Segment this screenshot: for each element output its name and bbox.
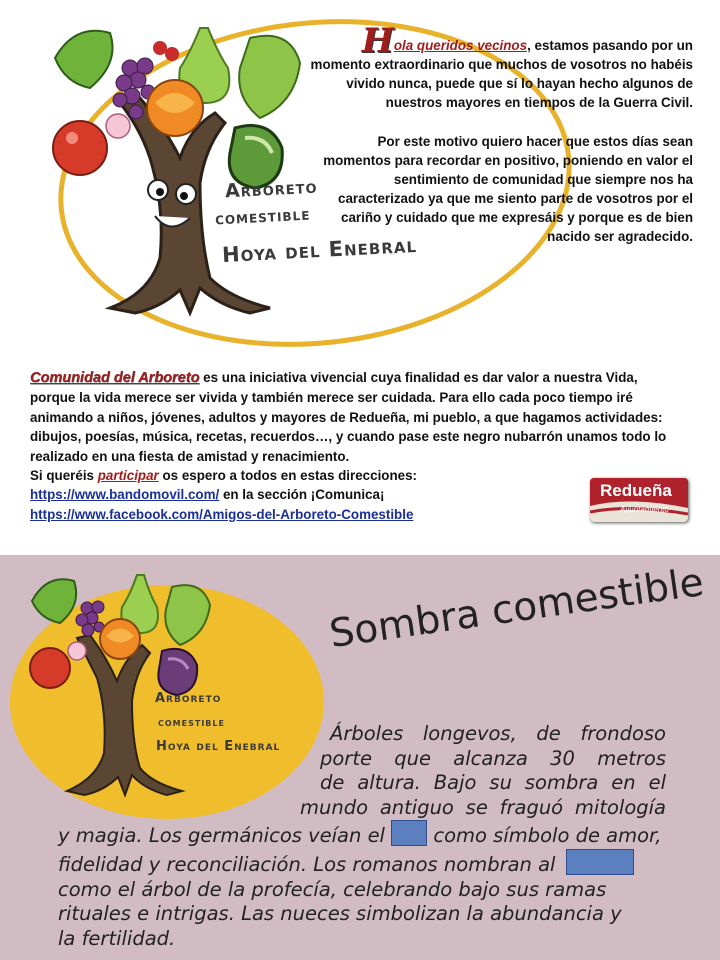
community-paragraph: Comunidad del Arboreto es una iniciativa vivencial cuya finalidad es dar valor a nuestra Vida, porque la vida merece ser vivida y también merece ser cuidada. Para ello cada poco tiempo iré animando a niños, jóvenes, adultos y mayores de Redueña, mi pueblo, a que hagamos actividades: dibujos, poesías, música, recetas, recuerdos…, y cuando pase este negro nubarrón unamos todo lo realizado en una fiesta de amistad y renacimiento. Si queréis participar os espero a todos en estas direcciones: https://www.bandomovil.com/ en la sección ¡Comunica¡ https://www.facebook.com/Amigos-del-Arboreto-Comestible bbox=[30, 370, 667, 522]
drop-cap: H bbox=[361, 21, 394, 61]
town-name: Redueña bbox=[600, 481, 672, 500]
card-title: Sombra comestible bbox=[326, 559, 707, 657]
hidden-word-box bbox=[391, 820, 427, 846]
participate-highlight: participar bbox=[97, 468, 159, 484]
card-logo-arboreto: Arboreto bbox=[155, 691, 222, 706]
greeting-text: Hola queridos vecinos, estamos pasando por un momento extraordinario que muchos de vosotros no habéis vivido nunca, puede que sí lo hayan hecho algunos de nuestros mayores en tiempos de la Guerra Civil. Por este motivo quiero hacer que estos días sean momentos para recordar en positivo, poniendo en valor el sentimiento de comunidad que siempre nos ha caracterizado ya que me siento parte de vosotros por el cariño y cuidado que me expresáis y porque es de bien nacido ser agradecido. bbox=[310, 21, 693, 244]
card-logo-hoya: Hoya del Enebral bbox=[156, 739, 281, 754]
hidden-word-box-2 bbox=[566, 849, 634, 875]
logo-line-comestible: comestible bbox=[214, 204, 311, 230]
greeting-lead: ola queridos vecinos bbox=[393, 38, 528, 53]
arboreto-tree-illustration bbox=[40, 8, 330, 328]
logo-line-hoya: Hoya del Enebral bbox=[221, 232, 418, 268]
facebook-link[interactable]: https://www.facebook.com/Amigos-del-Arboreto-Comestible bbox=[30, 506, 414, 522]
card-body-text: Árboles longevos, de frondoso porte que alcanza 30 metros de altura. Bajo su sombra en el mundo antiguo se fraguó mitología y magia. Los germánicos veían el como símbolo de amor, fidelidad y reconciliación. Los romanos nombran al como el árbol de la profecía, celebrando bajo sus ramas rituales e intrigas. Las nueces simbolizan la abundancia y la fertilidad. bbox=[58, 722, 666, 950]
card-logo-comestible: comestible bbox=[158, 715, 225, 729]
reduena-town-logo bbox=[590, 478, 688, 522]
town-subtitle: Ayuntamiento bbox=[620, 505, 669, 514]
logo-line-arboreto: Arboreto bbox=[224, 175, 318, 203]
bandomovil-link[interactable]: https://www.bandomovil.com/ bbox=[30, 487, 220, 503]
community-title: Comunidad del Arboreto bbox=[30, 370, 200, 386]
